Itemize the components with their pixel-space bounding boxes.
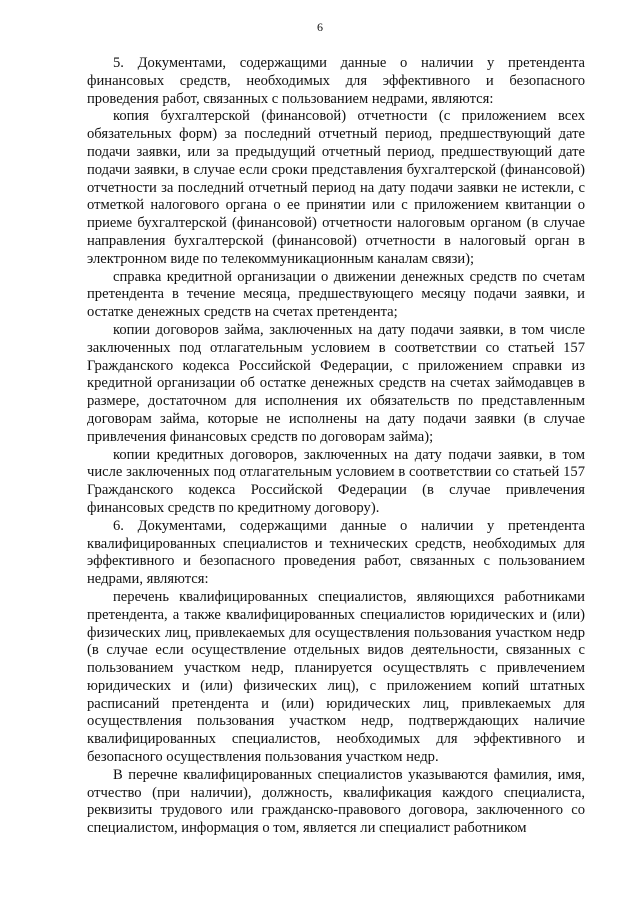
paragraph-specialists-details: В перечне квалифицированных специалистов указываются фамилия, имя, отчество (при наличии), должность, квалификация каждого специалиста, реквизиты трудового или гражданско-правового договора, заключенного со специалистом, информация о том, является ли специалист работником <box>87 766 585 837</box>
paragraph-loan-agreements: копии договоров займа, заключенных на дату подачи заявки, в том числе заключенных под отлагательным условием в соответствии со статьей 157 Гражданского кодекса Российской Федерации, с приложением справки из кредитной организации об остатке денежных средств на счетах займодавцев в размере, достаточном для исполнения их обязательств по представленным договорам займа, которые не исполнены на дату подачи заявки (в случае привлечения финансовых средств по договорам займа); <box>87 321 585 445</box>
paragraph-5-financial-documents: 5. Документами, содержащими данные о наличии у претендента финансовых средств, необходимых для эффективного и безопасного проведения работ, связанных с пользованием недрами, являются: <box>87 55 585 107</box>
paragraph-credit-agreements: копии кредитных договоров, заключенных на дату подачи заявки, в том числе заключенных под отлагательным условием в соответствии со статьей 157 Гражданского кодекса Российской Федерации (в случае привлечения финансовых средств по кредитному договору). <box>87 446 585 516</box>
paragraph-bank-statement: справка кредитной организации о движении денежных средств по счетам претендента в течение месяца, предшествующего месяцу подачи заявки, и остатке денежных средств на счетах претендента; <box>87 268 585 321</box>
paragraph-accounting-statements: копия бухгалтерской (финансовой) отчетности (с приложением всех обязательных форм) за последний отчетный период, предшествующий дате подачи заявки, или за предыдущий отчетный период, предшествующий дате подачи заявки, в случае если сроки представления бухгалтерской (финансовой) отчетности за последний отчетный период на дату подачи заявки не истекли, с отметкой налогового органа о ее принятии или с приложением квитанции о приеме бухгалтерской (финансовой) отчетности налоговым органом (в случае направления бухгалтерской (финансовой) отчетности в налоговый орган в электронном виде по телекоммуникационным каналам связи); <box>87 108 585 267</box>
document-body <box>87 55 585 838</box>
page-number: 6 <box>317 20 323 34</box>
paragraph-specialists-list: перечень квалифицированных специалистов, являющихся работниками претендента, а также квалифицированных специалистов юридических и (или) физических лиц, привлекаемых для осуществления пользования участком недр (в случае если осуществление отдельных видов деятельности, связанных с пользованием участком недр, планируется осуществлять с привлечением юридических и (или) физических лиц), с приложением копий штатных расписаний претендента и (или) юридических лиц, привлекаемых для осуществления пользования участком недр, подтверждающих наличие квалифицированных специалистов, необходимых для эффективного и безопасного осуществления пользования участком недр. <box>87 588 585 766</box>
paragraph-6-specialists-documents: 6. Документами, содержащими данные о наличии у претендента квалифицированных специалистов и технических средств, необходимых для эффективного и безопасного проведения работ, связанных с пользованием недрами, являются: <box>87 517 585 588</box>
